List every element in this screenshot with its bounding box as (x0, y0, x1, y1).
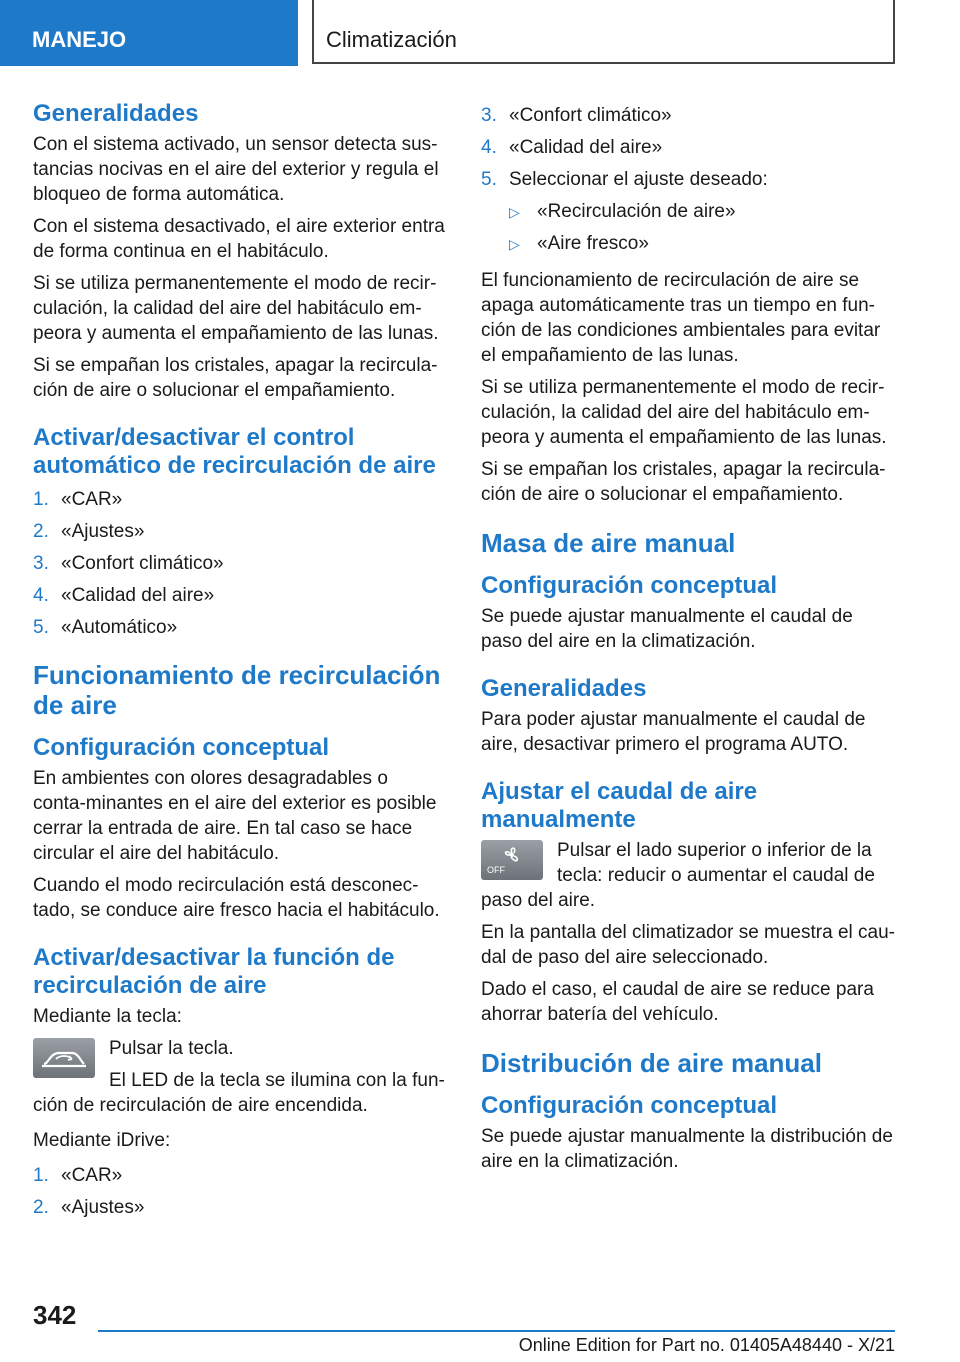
paragraph: Si se utiliza permanentemente el modo de recir-culación, la calidad del aire del habitáculo em-peora y aumenta el empañamiento de las lunas. (481, 377, 887, 448)
steps-list (33, 1160, 445, 1224)
heading-distribucion: Distribución de aire manual (481, 1048, 822, 1078)
triangle-bullet-icon: ▷ (509, 236, 520, 252)
paragraph: El funcionamiento de recirculación de aire se apaga automáticamente tras un tiempo en fun-ción de las condiciones ambientales para evitar el empañamiento de las lunas. (481, 270, 881, 366)
paragraph: Con el sistema activado, un sensor detecta sus-tancias nocivas en el aire del exterior y regula el bloqueo de forma automática. (33, 134, 439, 205)
footer-divider (98, 1330, 895, 1332)
heading-config: Configuración conceptual (481, 572, 778, 599)
paragraph: Si se utiliza permanentemente el modo de recir-culación, la calidad del aire del habitáculo em-peora y aumenta el empañamiento de las lunas. (33, 273, 439, 344)
heading-funcionamiento: Funcionamiento de recirculación de aire (33, 660, 441, 720)
heading-config: Configuración conceptual (481, 1092, 778, 1119)
page-header (0, 0, 960, 66)
heading-generalidades: Generalidades (33, 100, 199, 127)
heading-generalidades: Generalidades (481, 675, 647, 702)
paragraph: Con el sistema desactivado, el aire exterior entra de forma continua en el habitáculo. (33, 216, 445, 262)
paragraph: Cuando el modo recirculación está desconec-tado, se conduce aire fresco hacia el habitáculo. (33, 875, 440, 921)
recirculation-instruction (33, 1036, 445, 1118)
paragraph: En la pantalla del climatizador se muestra el cau-dal de paso del aire seleccionado. (481, 922, 895, 968)
list-item: 2. «Ajustes» (33, 521, 145, 542)
paragraph: Si se empañan los cristales, apagar la recircula-ción de aire o solucionar el empañamiento. (481, 459, 886, 505)
list-item: 2. «Ajustes» (33, 1197, 145, 1218)
paragraph: El LED de la tecla se ilumina con la fun-ción de recirculación de aire encendida. (33, 1070, 445, 1116)
heading-activar-func: Activar/desactivar la función de recirculación de aire (33, 944, 395, 999)
list-item: 4. «Calidad del aire» (33, 585, 215, 606)
paragraph: Si se empañan los cristales, apagar la recircula-ción de aire o solucionar el empañamiento. (33, 355, 438, 401)
paragraph: Para poder ajustar manualmente el caudal de aire, desactivar primero el programa AUTO. (481, 709, 866, 755)
list-item: 5. Seleccionar el ajuste deseado: (481, 169, 768, 190)
chapter-title: Climatización (312, 0, 895, 64)
paragraph: Pulsar la tecla. (109, 1038, 234, 1059)
paragraph: Mediante iDrive: (33, 1130, 171, 1151)
edition-text: Online Edition for Part no. 01405A48440 - X/21 (518, 1335, 895, 1355)
list-item: 1. «CAR» (33, 1165, 123, 1186)
paragraph: Dado el caso, el caudal de aire se reduce para ahorrar batería del vehículo. (481, 979, 874, 1025)
left-column (33, 100, 445, 1232)
steps-list (33, 484, 445, 644)
page-number: 342 (33, 1300, 77, 1330)
list-item: 5. «Automático» (33, 617, 178, 638)
paragraph: Pulsar el lado superior o inferior de la tecla: reducir o aumentar el caudal de paso del aire. (481, 840, 875, 911)
section-label: MANEJO (0, 0, 298, 66)
recirculation-key-icon (33, 1038, 95, 1078)
paragraph: Mediante la tecla: (33, 1006, 182, 1027)
list-item: 3. «Confort climático» (33, 553, 224, 574)
heading-ajustar: Ajustar el caudal de aire manualmente (481, 778, 758, 833)
right-column (481, 100, 896, 1181)
paragraph: Se puede ajustar manualmente la distribución de aire en la climatización. (481, 1126, 893, 1172)
paragraph: En ambientes con olores desagradables o conta-minantes en el aire del exterior es posible cerrar la entrada de aire. En tal caso se hace circular el aire del habitáculo. (33, 768, 437, 864)
fan-key-icon (481, 840, 543, 880)
list-item: 1. «CAR» (33, 489, 123, 510)
heading-config: Configuración conceptual (33, 734, 330, 761)
paragraph: Se puede ajustar manualmente el caudal de paso del aire en la climatización. (481, 606, 853, 652)
list-item: 3. «Confort climático» (481, 105, 672, 126)
fan-off-label: OFF (487, 865, 505, 875)
sub-list-item: ▷ «Aire fresco» (481, 228, 896, 260)
triangle-bullet-icon: ▷ (509, 204, 520, 220)
fan-instruction (481, 838, 896, 913)
sub-list-item: ▷ «Recirculación de aire» (481, 196, 896, 228)
list-item: 4. «Calidad del aire» (481, 137, 663, 158)
heading-activar-auto: Activar/desactivar el control automático de recirculación de aire (33, 424, 436, 479)
heading-masa: Masa de aire manual (481, 528, 736, 558)
steps-list (481, 100, 896, 260)
